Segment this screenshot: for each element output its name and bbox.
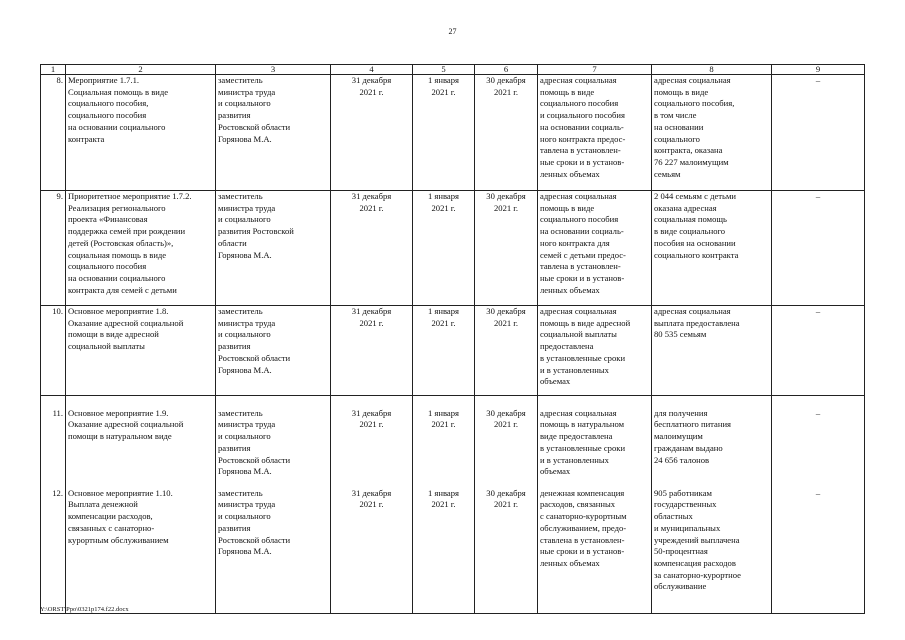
actual-result: адресная социальная помощь в виде социального пособия, в том числе на основании социального контракта, оказана 76 227 малоимущим семьям bbox=[652, 75, 772, 191]
actual-result: адресная социальная выплата предоставлена 80 535 семьям bbox=[652, 306, 772, 396]
planned-date-cell bbox=[331, 396, 413, 614]
note: – bbox=[772, 75, 865, 191]
expected-result: денежная компенсация расходов, связанных с санаторно-курортным обслуживанием, предо- ставлена в установлен- ные сроки и в установ- ленных объемах bbox=[540, 487, 627, 568]
planned-date: 31 декабря 2021 г. bbox=[331, 306, 413, 396]
start-date: 1 января 2021 г. bbox=[427, 487, 459, 510]
column-number: 7 bbox=[538, 65, 652, 75]
note-cell bbox=[772, 396, 865, 614]
responsible-person: заместитель министра труда и социального развития Ростовской области Горянова М.А. bbox=[216, 191, 331, 306]
responsible-person: заместитель министра труда и социального развития Ростовской области Горянова М.А. bbox=[218, 487, 291, 557]
event-name: Основное мероприятие 1.10. Выплата денежной компенсации расходов, связанных с санаторно- курортным обслуживанием bbox=[68, 487, 173, 545]
responsible-person: заместитель министра труда и социального развития Ростовской области Горянова М.А. bbox=[216, 75, 331, 191]
start-date: 1 января 2021 г. bbox=[427, 407, 459, 430]
note: – bbox=[815, 407, 821, 418]
column-number-row bbox=[41, 65, 865, 75]
actual-result: 905 работникам государственных областных и муниципальных учреждений выплачена 50-процентная компенсация расходов за санаторно-курортное обслуживание bbox=[654, 487, 741, 592]
row-number-cell bbox=[41, 396, 66, 614]
note: – bbox=[815, 487, 821, 498]
table-row bbox=[41, 396, 865, 614]
column-number: 9 bbox=[772, 65, 865, 75]
event-name: Мероприятие 1.7.1. Социальная помощь в виде социального пособия, социального пособия на основании социального контракта bbox=[66, 75, 216, 191]
actual-result: 2 044 семьям с детьми оказана адресная социальная помощь в виде социального пособия на основании социального контракта bbox=[652, 191, 772, 306]
planned-date: 31 декабря 2021 г. bbox=[331, 75, 413, 191]
planned-date: 31 декабря 2021 г. bbox=[351, 407, 392, 430]
event-name-cell bbox=[66, 396, 216, 614]
event-name: Основное мероприятие 1.8. Оказание адресной социальной помощи в виде адресной социальной выплаты bbox=[66, 306, 216, 396]
table-row bbox=[41, 306, 865, 396]
expected-result-cell bbox=[538, 396, 652, 614]
column-number: 4 bbox=[331, 65, 413, 75]
start-date-cell bbox=[413, 396, 475, 614]
report-table bbox=[40, 64, 865, 614]
responsible-person-cell bbox=[216, 396, 331, 614]
row-number: 11. bbox=[52, 407, 63, 418]
row-number: 9. bbox=[41, 191, 66, 306]
expected-result: адресная социальная помощь в виде адресной социальной выплаты предоставлена в установленные сроки и в установленных объемах bbox=[538, 306, 652, 396]
end-date: 30 декабря 2021 г. bbox=[475, 75, 538, 191]
expected-result: адресная социальная помощь в виде социального пособия и социального пособия на основании социаль- ного контракта предос- тавлена в установлен- ные сроки и в установ- ленных объемах bbox=[538, 75, 652, 191]
column-number: 1 bbox=[41, 65, 66, 75]
actual-result: для получения бесплатного питания малоимущим гражданам выдано 24 656 талонов bbox=[654, 407, 732, 465]
note: – bbox=[772, 306, 865, 396]
column-number: 2 bbox=[66, 65, 216, 75]
start-date: 1 января 2021 г. bbox=[413, 306, 475, 396]
end-date: 30 декабря 2021 г. bbox=[475, 306, 538, 396]
row-number: 12. bbox=[52, 487, 63, 498]
responsible-person: заместитель министра труда и социального развития Ростовской области Горянова М.А. bbox=[216, 306, 331, 396]
planned-date: 31 декабря 2021 г. bbox=[331, 191, 413, 306]
row-number: 10. bbox=[41, 306, 66, 396]
end-date: 30 декабря 2021 г. bbox=[486, 407, 526, 430]
event-name: Приоритетное мероприятие 1.7.2. Реализация регионального проекта «Финансовая поддержка семей при рождении детей (Ростовская область)», социальная помощь в виде социального пособия на основании социального контракта для семей с детьми bbox=[66, 191, 216, 306]
page-number: 27 bbox=[448, 27, 457, 36]
end-date: 30 декабря 2021 г. bbox=[486, 487, 526, 510]
responsible-person: заместитель министра труда и социального развития Ростовской области Горянова М.А. bbox=[218, 407, 291, 477]
column-number: 5 bbox=[413, 65, 475, 75]
event-name: Основное мероприятие 1.9. Оказание адресной социальной помощи в натуральном виде bbox=[68, 407, 184, 442]
table-row bbox=[41, 75, 865, 191]
expected-result: адресная социальная помощь в виде социального пособия на основании социаль- ного контракта для семей с детьми предос- тавлена в установлен- ные сроки и в установ- ленных объемах bbox=[538, 191, 652, 306]
column-number: 3 bbox=[216, 65, 331, 75]
end-date: 30 декабря 2021 г. bbox=[475, 191, 538, 306]
actual-result-cell bbox=[652, 396, 772, 614]
note: – bbox=[772, 191, 865, 306]
column-number: 6 bbox=[475, 65, 538, 75]
table-row bbox=[41, 191, 865, 306]
start-date: 1 января 2021 г. bbox=[413, 75, 475, 191]
footer-file-path: Y:\ORST\Ppo\0321p174.f22.docx bbox=[40, 606, 129, 613]
planned-date: 31 декабря 2021 г. bbox=[351, 487, 392, 510]
row-number: 8. bbox=[41, 75, 66, 191]
end-date-cell bbox=[475, 396, 538, 614]
column-number: 8 bbox=[652, 65, 772, 75]
start-date: 1 января 2021 г. bbox=[413, 191, 475, 306]
expected-result: адресная социальная помощь в натуральном виде предоставлена в установленные сроки и в установленных объемах bbox=[540, 407, 626, 477]
